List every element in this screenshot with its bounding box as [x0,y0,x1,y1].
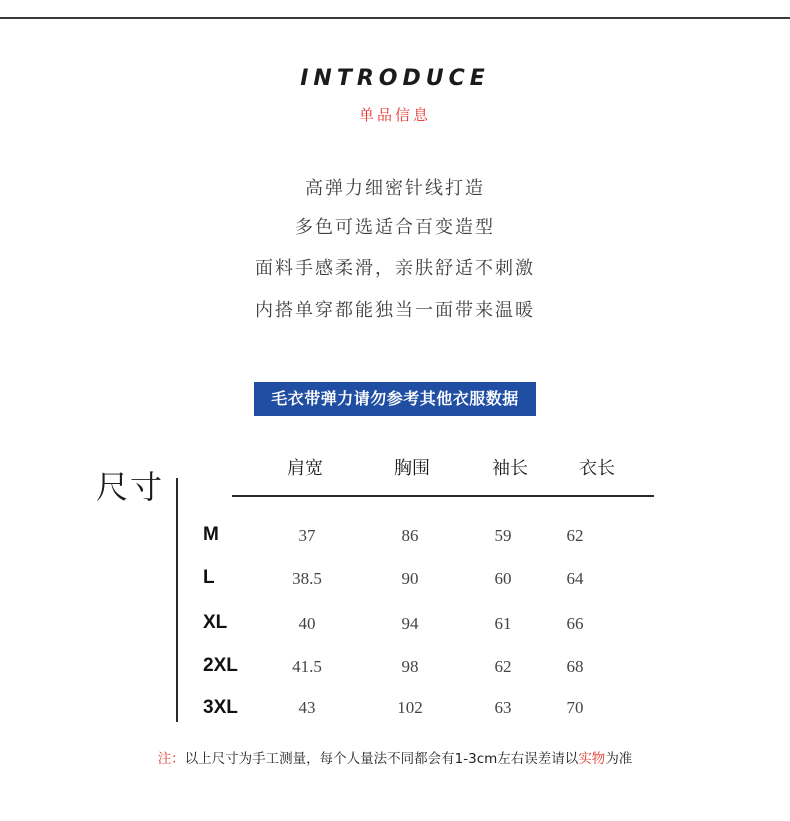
column-header-chest: 胸围 [394,458,430,479]
column-header-length: 衣长 [579,458,615,479]
table-cell: 64 [566,569,584,588]
table-cell: 66 [566,614,584,633]
size-table-header-divider [232,495,654,497]
table-cell: 43 [298,698,316,717]
feature-line: 面料手感柔滑，亲肤舒适不刺激 [255,258,535,279]
table-cell: 102 [397,698,423,717]
table-cell: 37 [298,526,316,545]
column-header-sleeve: 袖长 [492,458,528,479]
table-cell: 68 [566,657,584,676]
table-cell: 62 [494,657,512,676]
footnote-label: 注： [157,751,185,767]
table-cell: 70 [566,698,584,717]
table-cell: 98 [401,657,419,676]
footnote-text: 以上尺寸为手工测量，每个人量法不同都会有1-3cm左右误差请以 [184,751,579,767]
intro-subtitle: 单品信息 [358,106,431,124]
size-label-m: M [203,524,219,545]
size-label-l: L [203,567,215,588]
table-cell: 61 [494,614,512,633]
table-cell: 41.5 [292,657,322,676]
table-cell: 94 [401,614,419,633]
column-header-shoulder: 肩宽 [287,458,323,479]
top-divider [0,17,790,19]
size-table-vertical-divider [176,478,178,722]
feature-line: 高弹力细密针线打造 [305,178,485,199]
table-cell: 86 [401,526,419,545]
table-cell: 59 [494,526,512,545]
table-cell: 63 [494,698,512,717]
size-label-3xl: 3XL [203,697,238,718]
size-label-2xl: 2XL [203,655,238,676]
table-cell: 38.5 [292,569,322,588]
measurement-footnote [0,747,790,767]
table-cell: 90 [401,569,419,588]
elastic-notice-banner: 毛衣带弹力请勿参考其他衣服数据 [254,382,536,416]
feature-line: 多色可选适合百变造型 [295,217,495,238]
table-cell: 60 [494,569,512,588]
feature-line: 内搭单穿都能独当一面带来温暖 [255,300,535,321]
footnote-text-end: 为准 [605,751,633,767]
size-label-xl: XL [203,612,228,633]
size-table-title: 尺寸 [96,468,165,506]
intro-title: INTRODUCE [300,66,490,91]
table-cell: 62 [566,526,584,545]
footnote-highlight: 实物 [578,751,606,767]
table-cell: 40 [298,614,316,633]
